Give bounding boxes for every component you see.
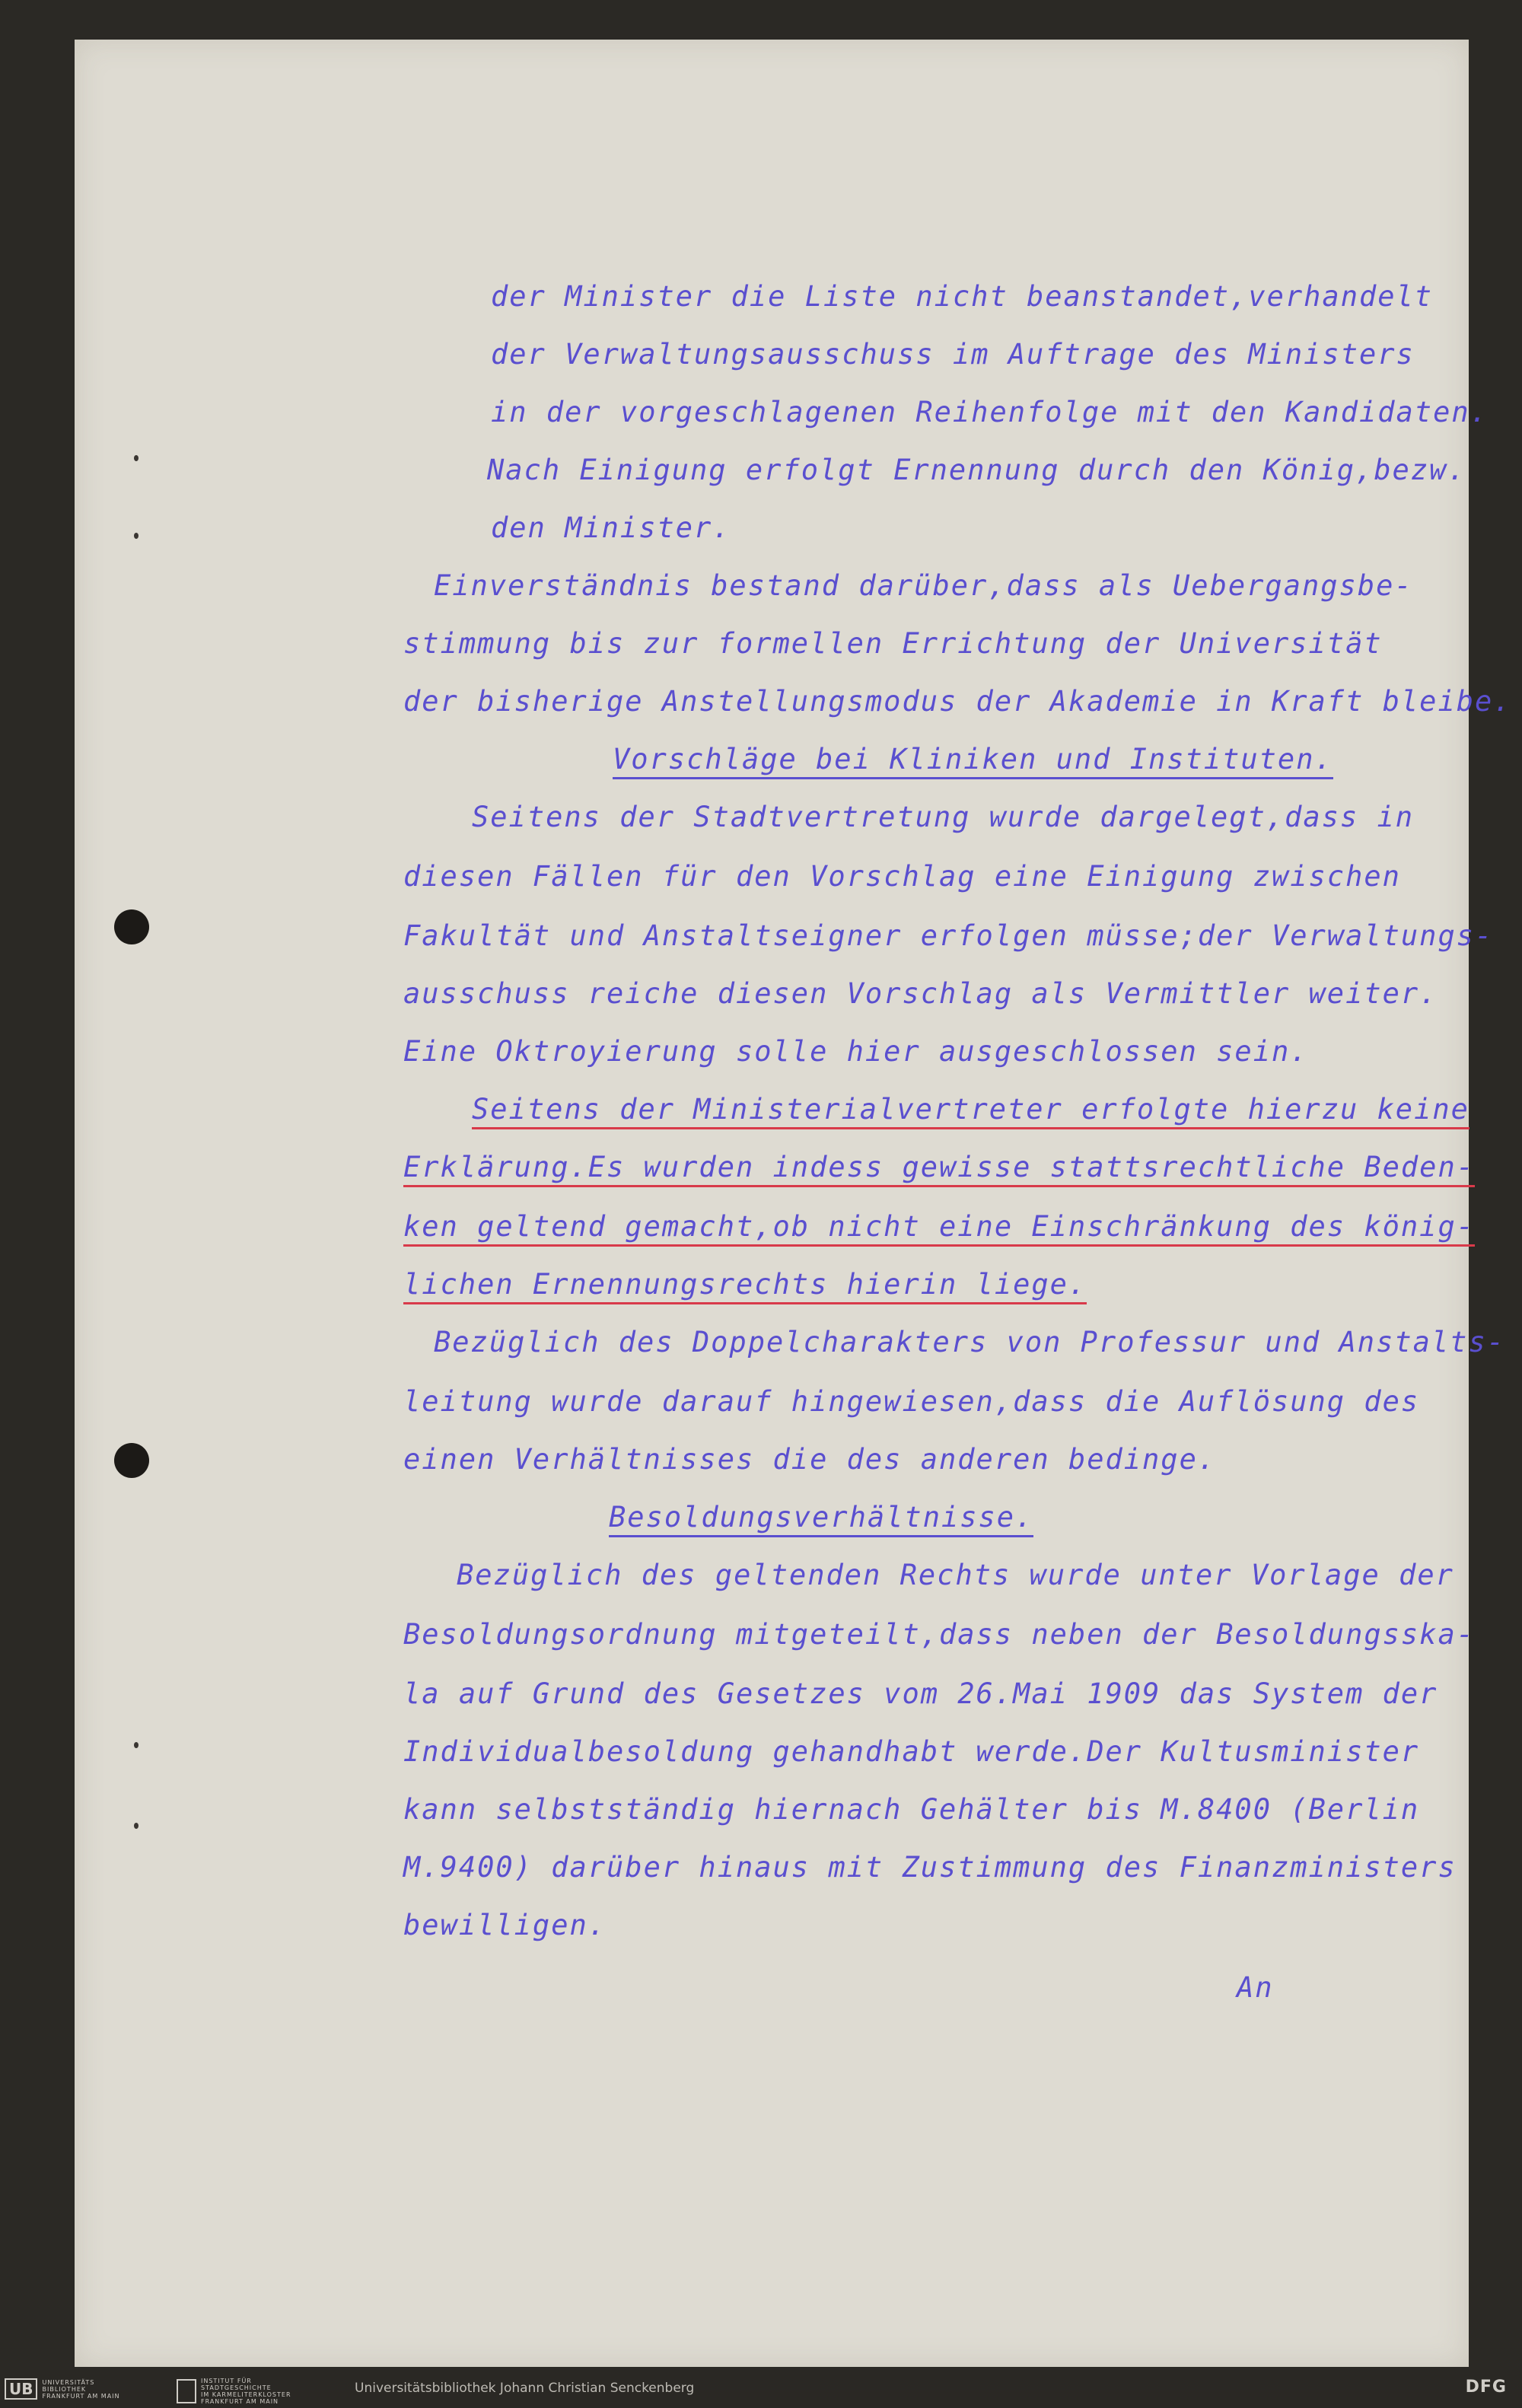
text-line: einen Verhältnisses die des anderen bedinge.	[403, 1443, 1217, 1476]
text-line: Besoldungsordnung mitgeteilt,dass neben der Besoldungsska-	[403, 1618, 1476, 1651]
text-line: Seitens der Stadtvertretung wurde dargelegt,dass in	[472, 801, 1415, 833]
ub-logo-text: UNIVERSITÄTS	[42, 2378, 95, 2386]
text-line: bewilligen.	[403, 1909, 607, 1941]
ub-logo-text: BIBLIOTHEK	[42, 2385, 87, 2393]
isg-logo-text: IM KARMELITERKLOSTER	[201, 2391, 291, 2398]
text-line: diesen Fällen für den Vorschlag eine Einigung zwischen	[403, 860, 1401, 893]
isg-emblem-icon	[177, 2379, 196, 2403]
text-line-underlined: lichen Ernennungsrechts hierin liege.	[403, 1268, 1087, 1304]
viewer-footer	[0, 2370, 1522, 2408]
library-name: Universitätsbibliothek Johann Christian Senckenberg	[355, 2381, 695, 2396]
isg-logo-text: STADTGESCHICHTE	[201, 2384, 272, 2391]
text-line: Eine Oktroyierung solle hier ausgeschlossen sein.	[403, 1035, 1309, 1068]
text-line: Bezüglich des geltenden Rechts wurde unter Vorlage der	[457, 1559, 1454, 1591]
text-line: den Minister.	[491, 511, 731, 544]
text-line: M.9400) darüber hinaus mit Zustimmung des Finanzministers	[403, 1851, 1457, 1884]
text-line: der Minister die Liste nicht beanstandet,verhandelt	[491, 280, 1434, 313]
ub-logo	[5, 2378, 120, 2400]
catchword: An	[1237, 1971, 1274, 2004]
text-line: Bezüglich des Doppelcharakters von Professur und Anstalts-	[434, 1326, 1506, 1358]
text-line: ausschuss reiche diesen Vorschlag als Vermittler weiter.	[403, 977, 1438, 1010]
text-line: kann selbstständig hiernach Gehälter bis M.8400 (Berlin	[403, 1793, 1420, 1826]
text-line: in der vorgeschlagenen Reihenfolge mit den Kandidaten.	[491, 396, 1489, 428]
text-line: leitung wurde darauf hingewiesen,dass die Auflösung des	[403, 1385, 1420, 1418]
dfg-logo: DFG	[1465, 2378, 1507, 2397]
text-line: Fakultät und Anstaltseigner erfolgen müsse;der Verwaltungs-	[403, 919, 1494, 952]
ub-logo-text: FRANKFURT AM MAIN	[42, 2392, 120, 2400]
text-line: Einverständnis bestand darüber,dass als Uebergangsbe-	[434, 569, 1413, 602]
section-heading-proposals: Vorschläge bei Kliniken und Instituten.	[613, 743, 1333, 779]
text-line: la auf Grund des Gesetzes vom 26.Mai 1909 das System der	[403, 1677, 1438, 1710]
text-line-underlined: Seitens der Ministerialvertreter erfolgte hierzu keine	[472, 1093, 1469, 1129]
isg-logo	[177, 2378, 291, 2405]
text-line-underlined: Erklärung.Es wurden indess gewisse stattsrechtliche Beden-	[403, 1151, 1475, 1187]
section-heading-salary: Besoldungsverhältnisse.	[609, 1501, 1033, 1537]
text-line: Nach Einigung erfolgt Ernennung durch den König,bezw.	[487, 454, 1466, 486]
ub-mark: UB	[5, 2378, 37, 2400]
text-line-underlined: ken geltend gemacht,ob nicht eine Einschränkung des könig-	[403, 1210, 1475, 1247]
isg-logo-text: INSTITUT FÜR	[201, 2378, 252, 2384]
isg-logo-text: FRANKFURT AM MAIN	[201, 2398, 279, 2405]
text-line: stimmung bis zur formellen Errichtung der Universität	[403, 627, 1383, 660]
text-line: der bisherige Anstellungsmodus der Akademie in Kraft bleibe.	[403, 685, 1512, 718]
text-line: der Verwaltungsausschuss im Auftrage des Ministers	[491, 338, 1415, 371]
text-line: Individualbesoldung gehandhabt werde.Der Kultusminister	[403, 1735, 1420, 1768]
